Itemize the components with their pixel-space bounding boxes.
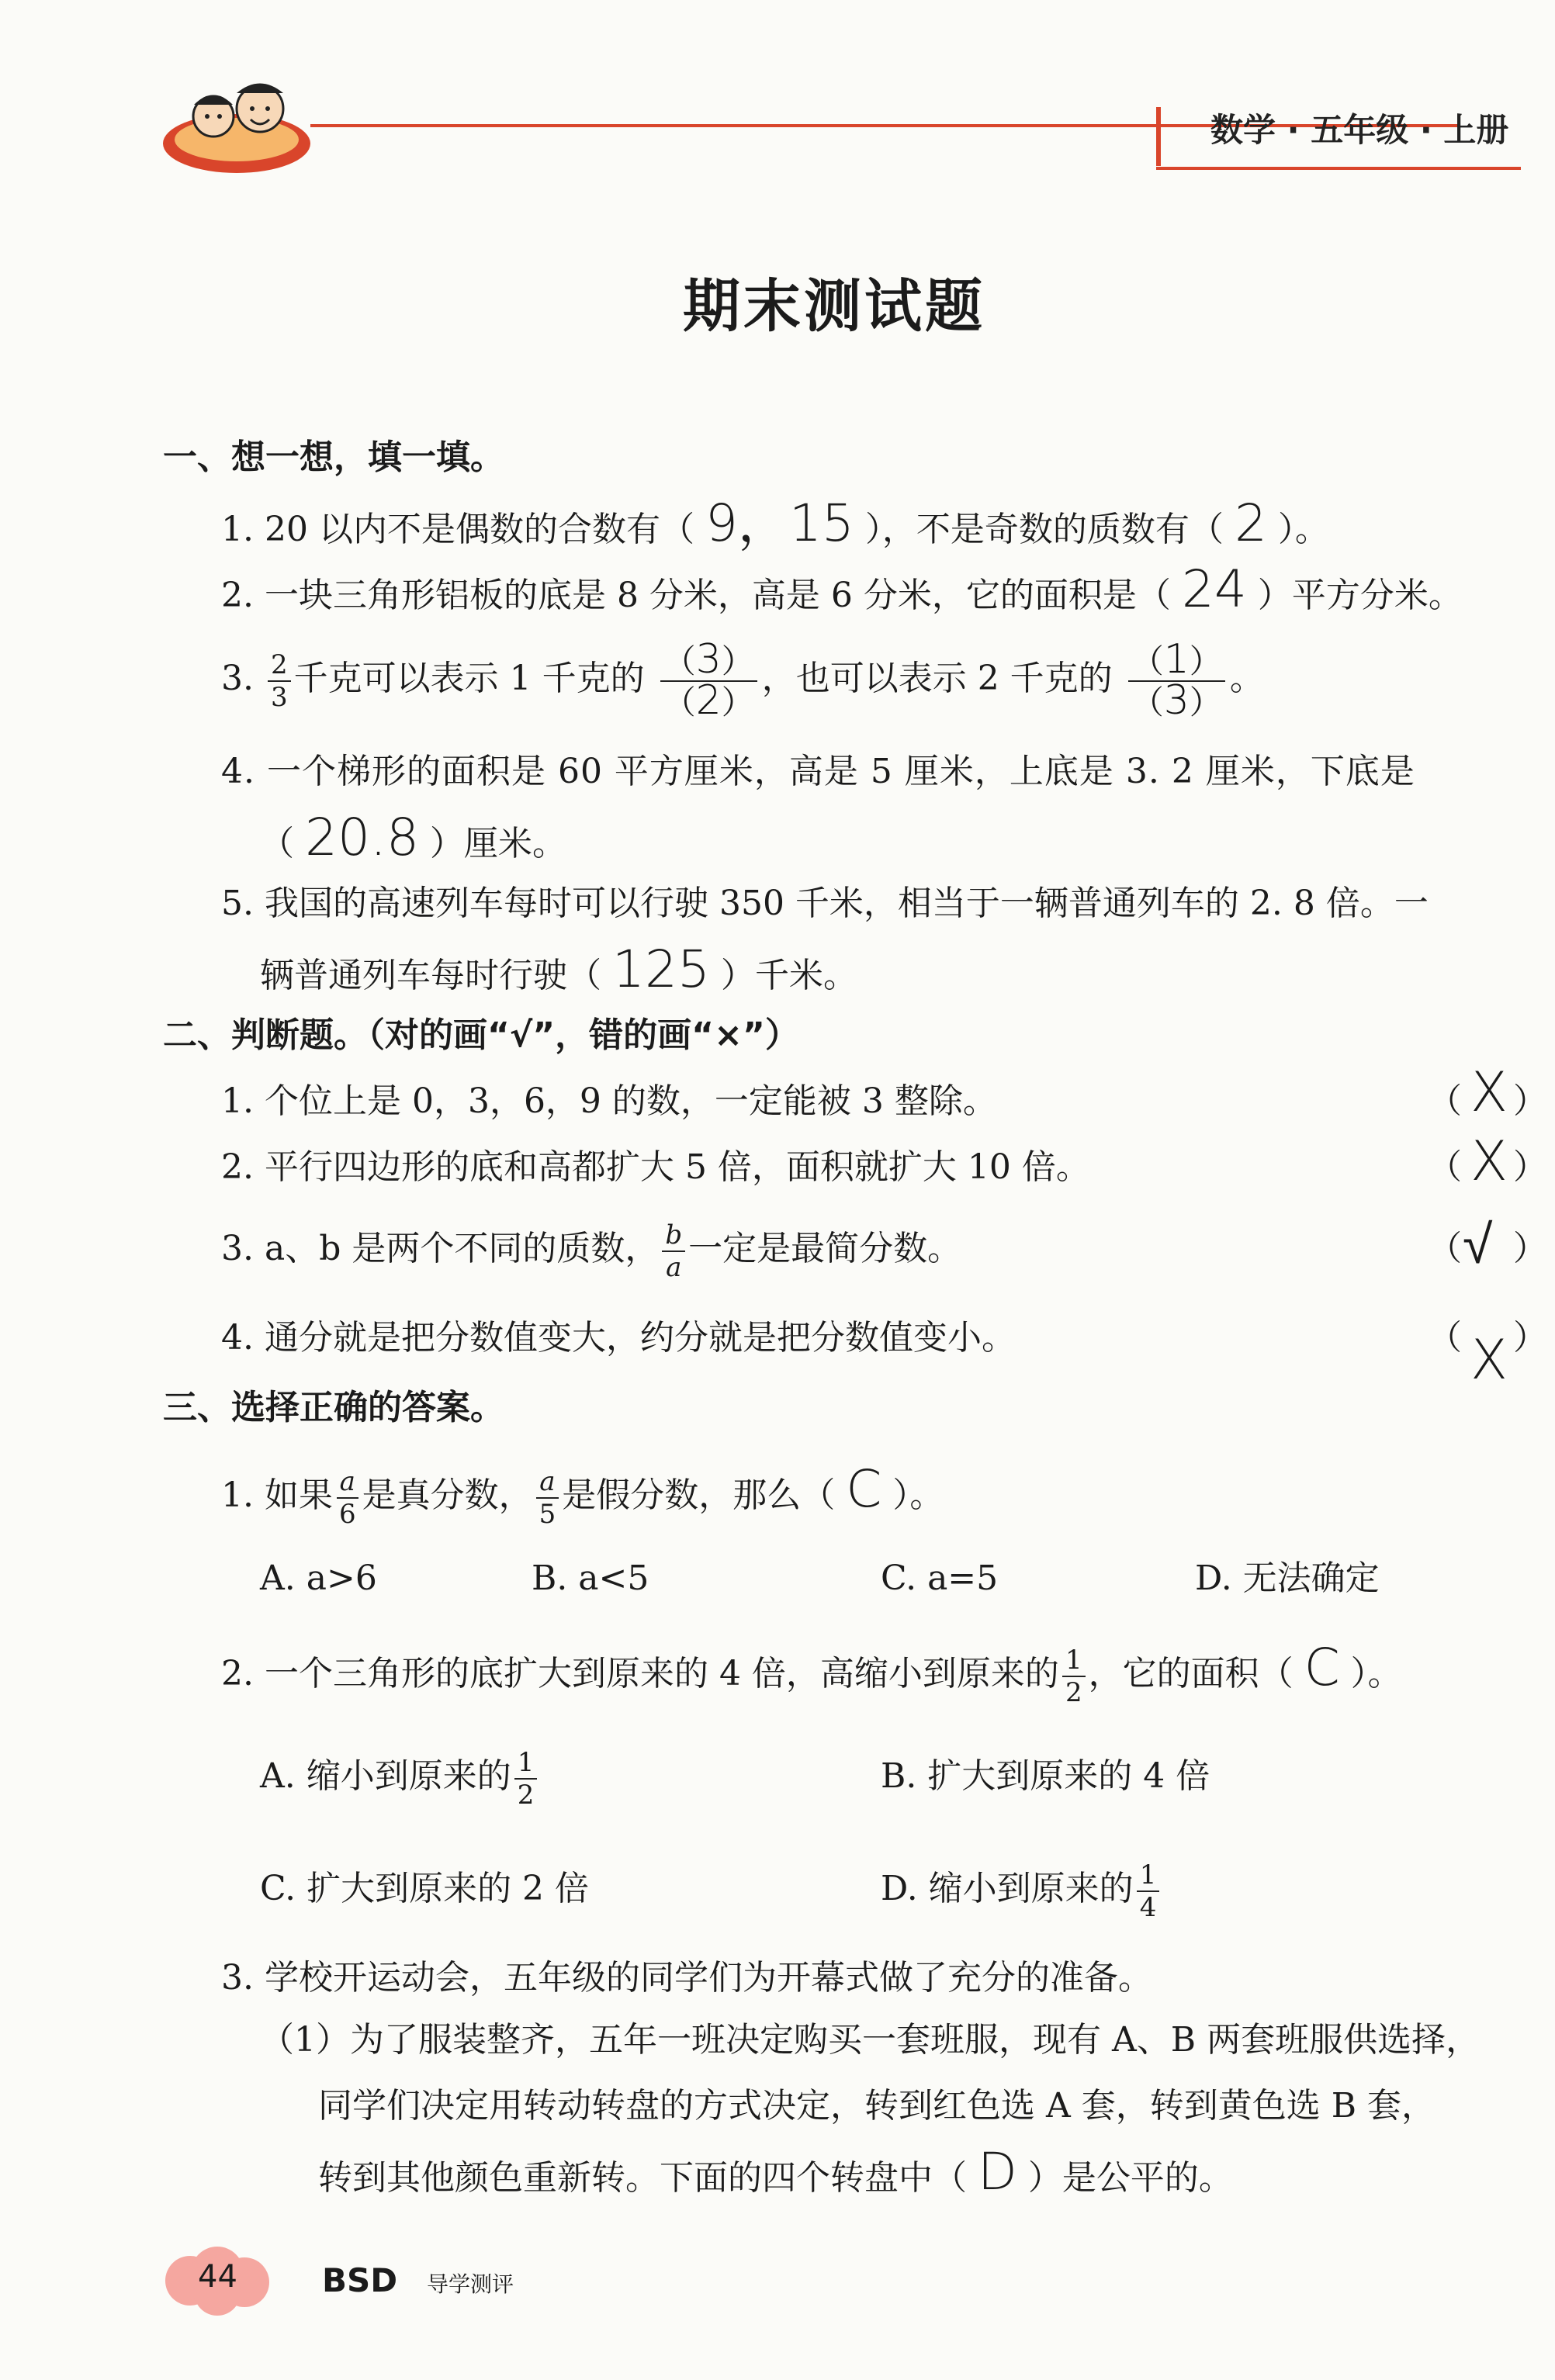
header-rule-lower [1156, 167, 1521, 170]
fraction: $\frac{1}{2}$ [514, 1747, 538, 1811]
fraction: $\frac{a}{5}$ [536, 1466, 559, 1530]
section-heading-1: 一、想一想，填一填。 [163, 438, 504, 477]
s1-q4-line1: 4. 一个梯形的面积是 60 平方厘米，高是 5 厘米，上底是 3. 2 厘米，下底是 [221, 752, 1415, 791]
header-series-label: 数学 · 五年级 · 上册 [1210, 111, 1509, 149]
s1-q5-line1: 5. 我国的高速列车每时可以行驶 350 千米，相当于一辆普通列车的 2. 8 倍。一 [221, 884, 1429, 923]
answer-s1-q3-b: $\frac{(1)}{(3)}$ [1128, 641, 1225, 721]
s1-q4-line2: （ 20.8 ）厘米。 [260, 808, 566, 867]
s3-q1-opt-b: B. a<5 [532, 1558, 649, 1598]
fraction: $\frac{1}{4}$ [1137, 1859, 1160, 1923]
s3-q2: 2. 一个三角形的底扩大到原来的 4 倍，高缩小到原来的 $\frac{1}{2}$ ，它的面积（ C ）。 [221, 1638, 1402, 1708]
answer-s1-q1-b: 2 [1234, 493, 1267, 553]
fraction: $\frac{2}{3}$ [268, 649, 291, 713]
s3-q1-opt-c: C. a=5 [881, 1558, 999, 1598]
page-title: 期末测试题 [683, 273, 985, 340]
s2-item-2: 2. 平行四边形的底和高都扩大 5 倍，面积就扩大 10 倍。 [221, 1147, 1090, 1187]
s2-mark-4: X [1470, 1328, 1508, 1392]
s3-q3-sub1-line1: （1）为了服装整齐，五年一班决定购买一套班服，现有 A、B 两套班服供选择， [260, 2020, 1481, 2060]
s2-mark-2: X [1470, 1129, 1508, 1193]
s2-bracket-3: （ √ ） [1428, 1212, 1547, 1276]
s3-q2-opt-d: D. 缩小到原来的 $\frac{1}{4}$ [881, 1858, 1162, 1923]
answer-s3-q3: D [978, 2142, 1017, 2202]
answer-s1-q2: 24 [1181, 559, 1247, 619]
s1-q3: 3. $\frac{2}{3}$ 千克可以表示 1 千克的 $\frac{(3)}{(2)}$ ，也可以表示 2 千克的 $\frac{(1)}{(3)}$ 。 [221, 635, 1264, 724]
fraction: $\frac{b}{a}$ [662, 1219, 685, 1283]
header-mascot [159, 70, 314, 178]
fraction: $\frac{a}{6}$ [336, 1466, 359, 1530]
s3-q2-opt-c: C. 扩大到原来的 2 倍 [260, 1869, 590, 1908]
s3-q3-intro: 3. 学校开运动会，五年级的同学们为开幕式做了充分的准备。 [221, 1958, 1152, 1998]
s2-bracket-4: （ X ） [1428, 1318, 1547, 1392]
s3-q1-opt-a: A. a>6 [260, 1558, 377, 1598]
answer-s1-q5: 125 [612, 939, 710, 999]
s3-q3-sub1-line3: 转到其他颜色重新转。下面的四个转盘中（ D ）是公平的。 [318, 2142, 1233, 2202]
footer-brand: BSD [322, 2261, 398, 2299]
answer-s1-q4: 20.8 [305, 808, 419, 867]
s2-item-4: 4. 通分就是把分数值变大，约分就是把分数值变小。 [221, 1318, 1016, 1358]
s2-item-3: 3. a、b 是两个不同的质数， $\frac{b}{a}$ 一定是最简分数。 [221, 1219, 962, 1283]
s2-mark-3: √ [1463, 1212, 1493, 1276]
s2-bracket-1: （ X ） [1428, 1060, 1547, 1124]
page-number: 44 [198, 2259, 237, 2295]
s2-mark-1: X [1470, 1060, 1508, 1124]
s1-q1: 1. 20 以内不是偶数的合数有（ 9，15 ），不是奇数的质数有（ 2 ）。 [221, 493, 1329, 553]
section-heading-3: 三、选择正确的答案。 [163, 1388, 504, 1427]
s1-q5-line2: 辆普通列车每时行驶（ 125 ）千米。 [260, 939, 857, 999]
s3-q2-opt-b: B. 扩大到原来的 4 倍 [881, 1756, 1210, 1796]
answer-s1-q1-a: 9，15 [705, 493, 854, 553]
answer-s3-q2: C [1304, 1638, 1340, 1697]
section-heading-2: 二、判断题。（对的画“√”，错的画“×”） [163, 1015, 799, 1055]
answer-s1-q3-a: $\frac{(3)}{(2)}$ [660, 641, 757, 721]
s3-q2-opt-a: A. 缩小到原来的 $\frac{1}{2}$ [260, 1745, 540, 1811]
s1-q2: 2. 一块三角形铝板的底是 8 分米，高是 6 分米，它的面积是（ 24 ）平方分米。 [221, 559, 1463, 619]
s3-q1: 1. 如果 $\frac{a}{6}$ 是真分数， $\frac{a}{5}$ 是假分数，那么（ C ）。 [221, 1459, 944, 1530]
answer-s3-q1: C [846, 1459, 882, 1519]
fraction: $\frac{1}{2}$ [1062, 1645, 1086, 1708]
footer-series: 导学测评 [427, 2271, 514, 2297]
s3-q3-sub1-line2: 同学们决定用转动转盘的方式决定，转到红色选 A 套，转到黄色选 B 套， [318, 2086, 1436, 2126]
s2-bracket-2: （ X ） [1428, 1129, 1547, 1193]
s2-item-1: 1. 个位上是 0，3，6，9 的数，一定能被 3 整除。 [221, 1081, 997, 1121]
s3-q1-opt-d: D. 无法确定 [1195, 1558, 1380, 1598]
